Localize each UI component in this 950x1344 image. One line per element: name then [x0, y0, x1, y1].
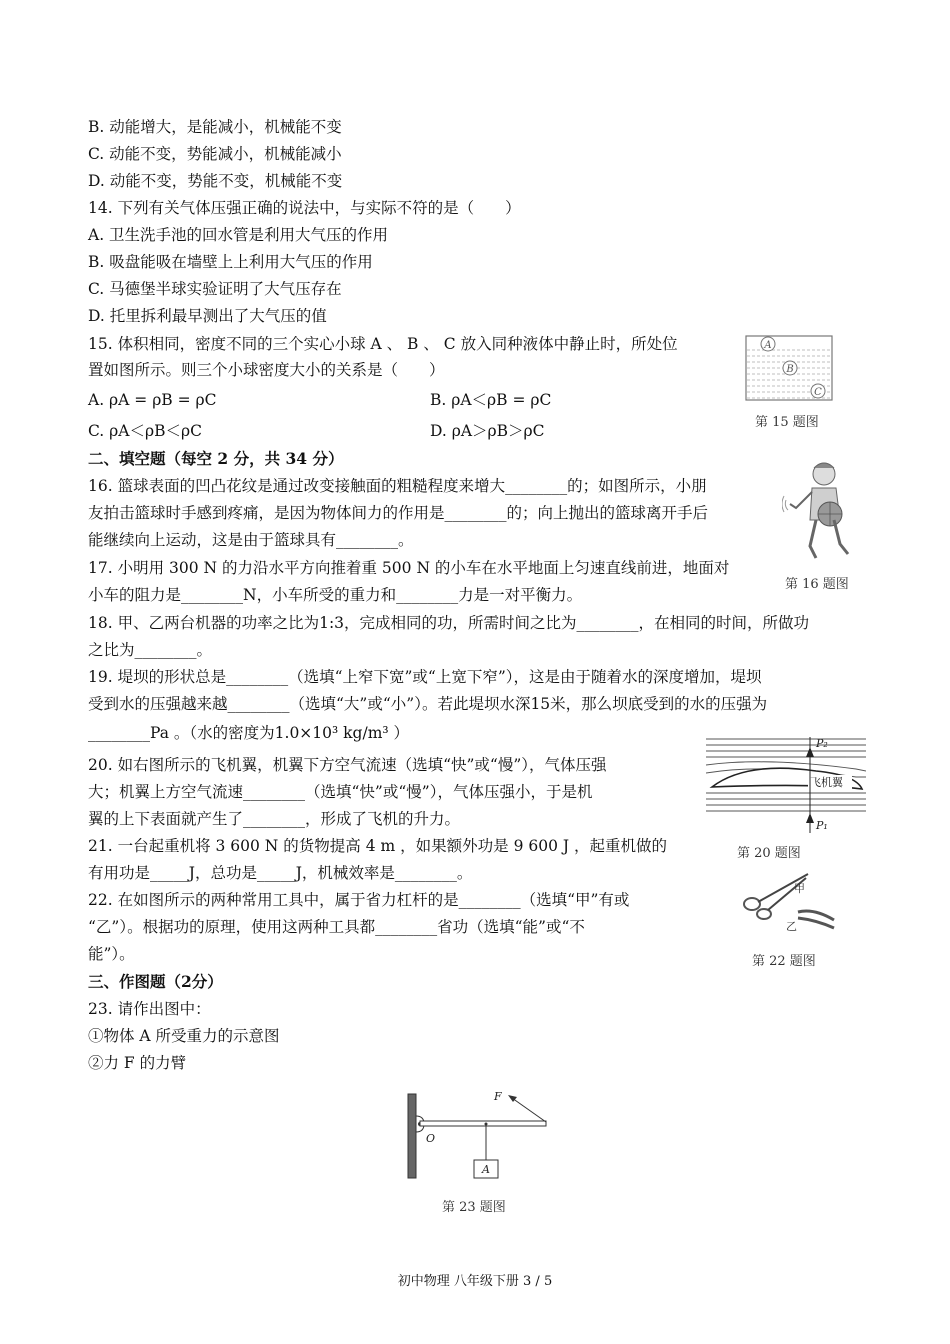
scissors-handle-1	[744, 898, 760, 910]
q19-line2: 受到水的压强越来越________（选填“大”或“小”）。若此堤坝水深15米，那么坝底受到的水的压强为	[88, 695, 768, 713]
force-f-line	[512, 1098, 546, 1122]
q20-figure	[706, 733, 866, 837]
q16-line1: 16. 篮球表面的凹凸花纹是通过改变接触面的粗糙程度来增大________的；如图所示，小朋	[88, 477, 707, 495]
q13-option-b: B. 动能增大，是能减小，机械能不变	[88, 118, 342, 136]
q20-line1: 20. 如右图所示的飞机翼，机翼下方空气流速（选填“快”或“慢”），气体压强	[88, 756, 607, 774]
q18-line2: 之比为________。	[88, 641, 213, 659]
q14-option-b: B. 吸盘能吸在墙壁上上利用大气压的作用	[88, 253, 373, 271]
q13-option-d: D. 动能不变，势能不变，机械能不变	[88, 172, 343, 190]
motion-lines	[782, 496, 788, 512]
label-a: A	[482, 1163, 490, 1176]
child-hair	[814, 463, 834, 468]
pressure-arrow-bottom	[806, 813, 814, 823]
page-footer: 初中物理 八年级下册 3 / 5	[397, 1274, 553, 1289]
q23-caption: 第 23 题图	[442, 1200, 506, 1215]
label-p1: P₁	[816, 819, 828, 832]
q19-line1: 19. 堤坝的形状总是________（选填“上窄下宽”或“上宽下窄”），这是由于随着水的深度增加，堤坝	[88, 668, 762, 686]
label-yi: 乙	[786, 920, 797, 933]
label-jia: 甲	[794, 882, 805, 895]
wing-label: 飞机翼	[810, 776, 843, 789]
q23-line1: 23. 请作出图中：	[88, 1000, 211, 1018]
q15-ball-b-label: B	[786, 364, 794, 375]
q15-figure	[742, 334, 842, 404]
child-arm	[790, 492, 812, 508]
q15-stem-line2: 置如图所示。则三个小球密度大小的关系是（ ）	[88, 361, 445, 379]
q13-option-c: C. 动能不变，势能减小，机械能减小	[88, 145, 342, 163]
section-2-heading: 二、填空题（每空 2 分，共 34 分）	[88, 449, 344, 468]
q16-caption: 第 16 题图	[785, 577, 849, 592]
q20-caption: 第 20 题图	[737, 846, 801, 861]
q17-line1: 17. 小明用 300 N 的力沿水平方向推着重 500 N 的小车在水平地面上匀速直线前进，地面对	[88, 559, 730, 577]
label-o: O	[426, 1132, 436, 1145]
q18-line1: 18. 甲、乙两台机器的功率之比为1:3，完成相同的功，所需时间之比为________，在相同的时间，所做功	[88, 614, 810, 632]
q15-option-c: C. ρA＜ρB＜ρC	[88, 422, 202, 440]
label-p2: P₂	[816, 737, 828, 750]
q22-line2: “乙”）。根据功的原理，使用这两种工具都________省功（选填“能”或“不	[88, 918, 585, 936]
q17-line2: 小车的阻力是________N，小车所受的重力和________力是一对平衡力。	[88, 586, 583, 604]
q16-line3: 能继续向上运动，这是由于篮球具有________。	[88, 531, 414, 549]
q15-option-d: D. ρA＞ρB＞ρC	[430, 422, 545, 440]
section-3-heading: 三、作图题（2分）	[88, 972, 223, 991]
q14-option-d: D. 托里拆利最早测出了大气压的值	[88, 307, 327, 325]
q22-figure	[738, 868, 838, 940]
q19-line3: ________Pa 。（水的密度为1.0×10³ kg/m³ ）	[88, 724, 410, 742]
q21-line1: 21. 一台起重机将 3 600 N 的货物提高 4 m ，如果额外功是 9 600 J ，起重机做的	[88, 837, 668, 855]
q15-stem-line1: 15. 体积相同，密度不同的三个实心小球 A 、 B 、 C 放入同种液体中静止时，所处位	[88, 335, 678, 353]
q16-figure	[782, 458, 862, 568]
wall	[408, 1094, 416, 1178]
q15-option-a: A. ρA = ρB = ρC	[88, 391, 217, 409]
q15-ball-a-label: A	[764, 340, 772, 351]
q15-ball-c-label: C	[814, 387, 822, 398]
q22-caption: 第 22 题图	[752, 954, 816, 969]
q20-line3: 翼的上下表面就产生了________，形成了飞机的升力。	[88, 810, 461, 828]
label-f: F	[494, 1090, 502, 1103]
lever-bar	[420, 1121, 546, 1126]
q23-line2: ①物体 A 所受重力的示意图	[88, 1027, 280, 1045]
pliers-icon	[798, 911, 834, 928]
q21-line2: 有用功是_____J，总功是_____J，机械效率是________。	[88, 864, 473, 882]
q14-stem: 14. 下列有关气体压强正确的说法中，与实际不符的是（ ）	[88, 199, 521, 217]
q14-option-c: C. 马德堡半球实验证明了大气压存在	[88, 280, 342, 298]
q23-figure	[404, 1086, 554, 1190]
q14-option-a: A. 卫生洗手池的回水管是利用大气压的作用	[88, 226, 389, 244]
pressure-arrow-top	[806, 747, 814, 757]
q22-line1: 22. 在如图所示的两种常用工具中，属于省力杠杆的是________（选填“甲”有或	[88, 891, 630, 909]
q22-line3: 能”）。	[88, 945, 135, 963]
string-attach-point	[485, 1123, 488, 1126]
q16-line2: 友拍击篮球时手感到疼痛，是因为物体间力的作用是________的；向上抛出的篮球离开手后	[88, 504, 709, 522]
q15-caption: 第 15 题图	[755, 415, 819, 430]
q23-line3: ②力 F 的力臂	[88, 1054, 187, 1072]
q15-option-b: B. ρA＜ρB = ρC	[430, 391, 552, 409]
q20-line2: 大；机翼上方空气流速________（选填“快”或“慢”），气体压强小，于是机	[88, 783, 593, 801]
